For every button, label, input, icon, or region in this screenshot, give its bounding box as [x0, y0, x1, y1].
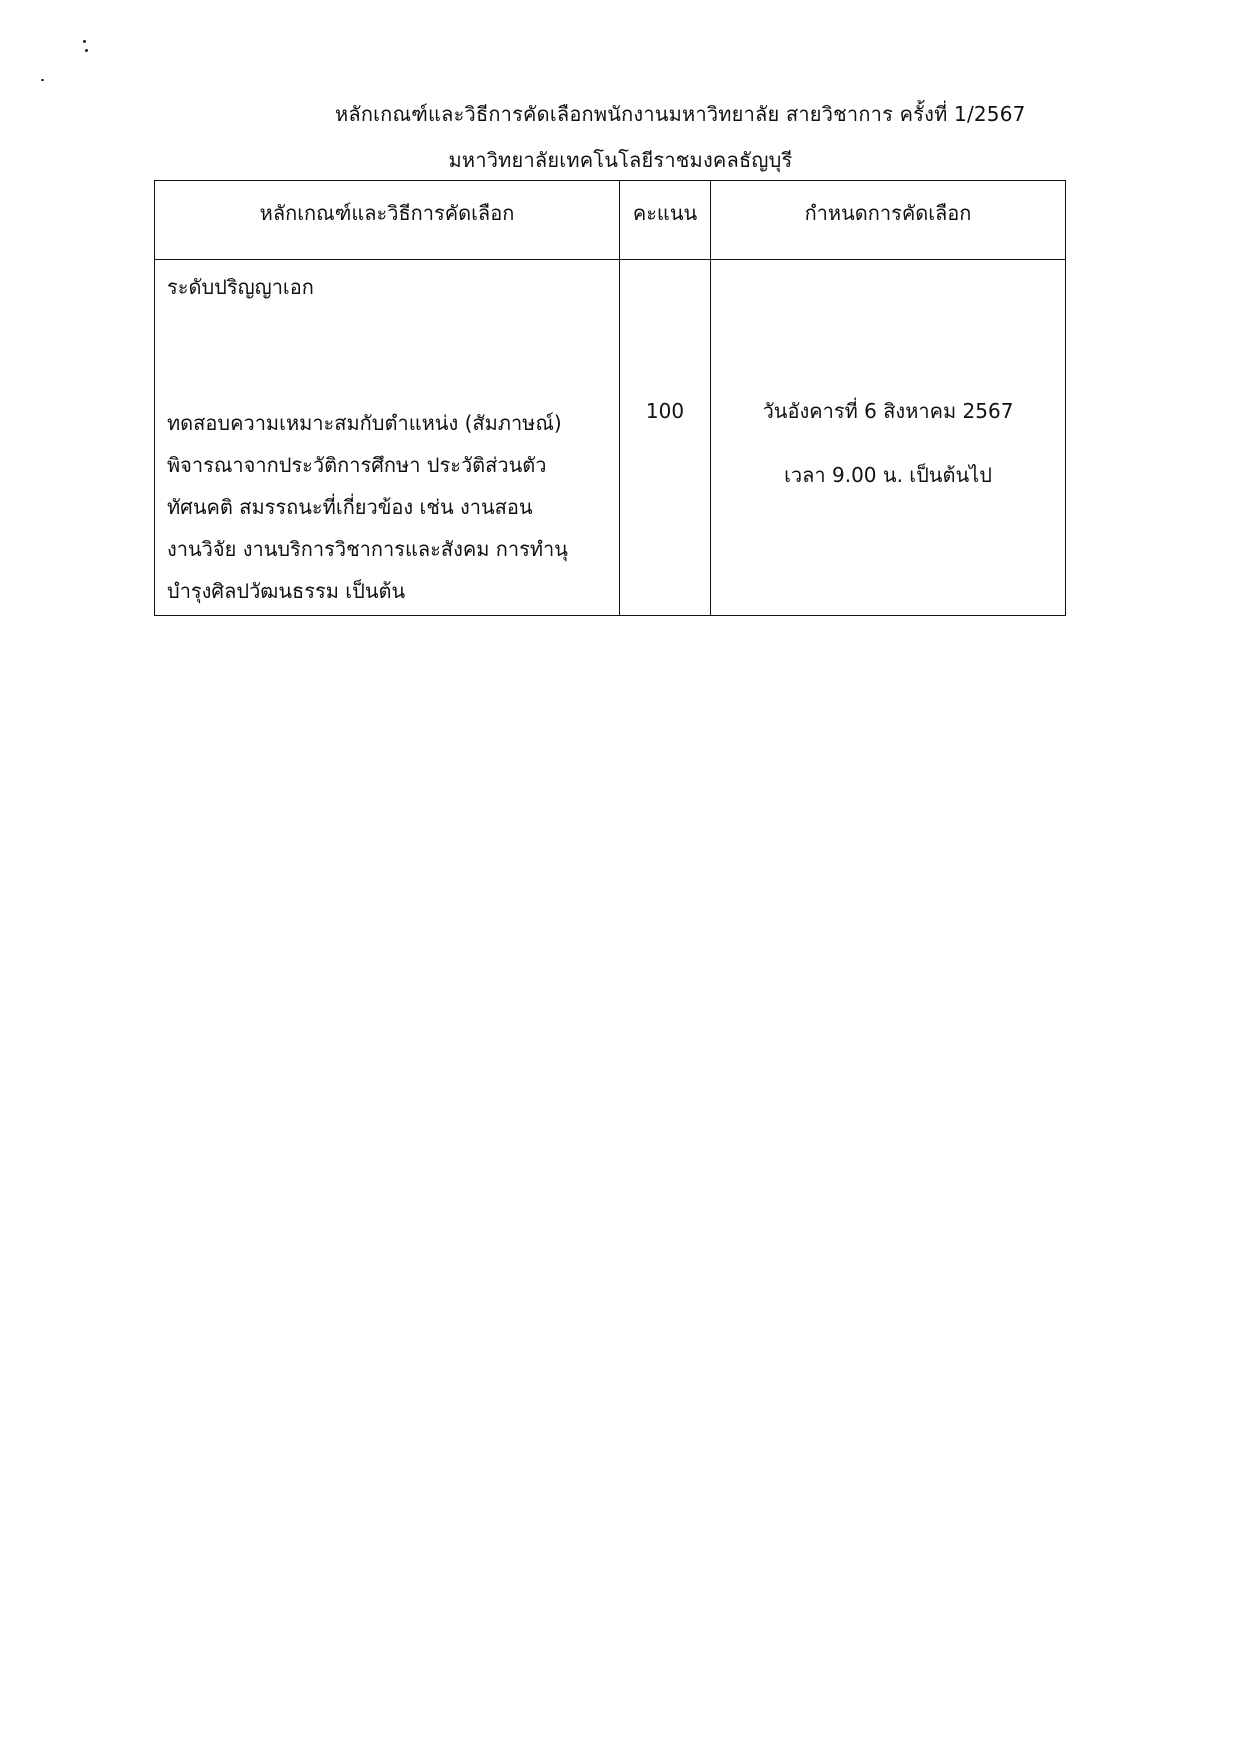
scan-speck	[83, 40, 86, 43]
criteria-cell	[155, 260, 620, 616]
criteria-line: บำรุงศิลปวัฒนธรรม เป็นต้น	[167, 579, 406, 603]
scan-speck	[85, 49, 88, 52]
header-schedule: กำหนดการคัดเลือก	[711, 181, 1066, 260]
degree-level: ระดับปริญญาเอก	[167, 275, 314, 299]
schedule-cell	[711, 260, 1066, 616]
document-title: หลักเกณฑ์และวิธีการคัดเลือกพนักงานมหาวิทยาลัย สายวิชาการ ครั้งที่ 1/2567	[335, 102, 1026, 126]
score-value: 100	[645, 399, 685, 423]
criteria-line: ทดสอบความเหมาะสมกับตำแหน่ง (สัมภาษณ์)	[167, 411, 562, 435]
document-subtitle: มหาวิทยาลัยเทคโนโลยีราชมงคลธัญบุรี	[448, 148, 793, 172]
table-header-row	[155, 181, 1066, 260]
criteria-description	[167, 402, 609, 612]
schedule-time: เวลา 9.00 น. เป็นต้นไป	[784, 463, 992, 487]
score-cell	[620, 260, 711, 616]
table-row	[155, 260, 1066, 616]
header-score: คะแนน	[620, 181, 711, 260]
criteria-line: พิจารณาจากประวัติการศึกษา ประวัติส่วนตัว	[167, 453, 547, 477]
scan-speck	[41, 79, 44, 81]
header-criteria: หลักเกณฑ์และวิธีการคัดเลือก	[155, 181, 620, 260]
criteria-table	[154, 180, 1066, 616]
schedule-date: วันอังคารที่ 6 สิงหาคม 2567	[762, 399, 1014, 423]
criteria-line: งานวิจัย งานบริการวิชาการและสังคม การทำนุ	[167, 537, 568, 561]
criteria-line: ทัศนคติ สมรรถนะที่เกี่ยวข้อง เช่น งานสอน	[167, 495, 533, 519]
